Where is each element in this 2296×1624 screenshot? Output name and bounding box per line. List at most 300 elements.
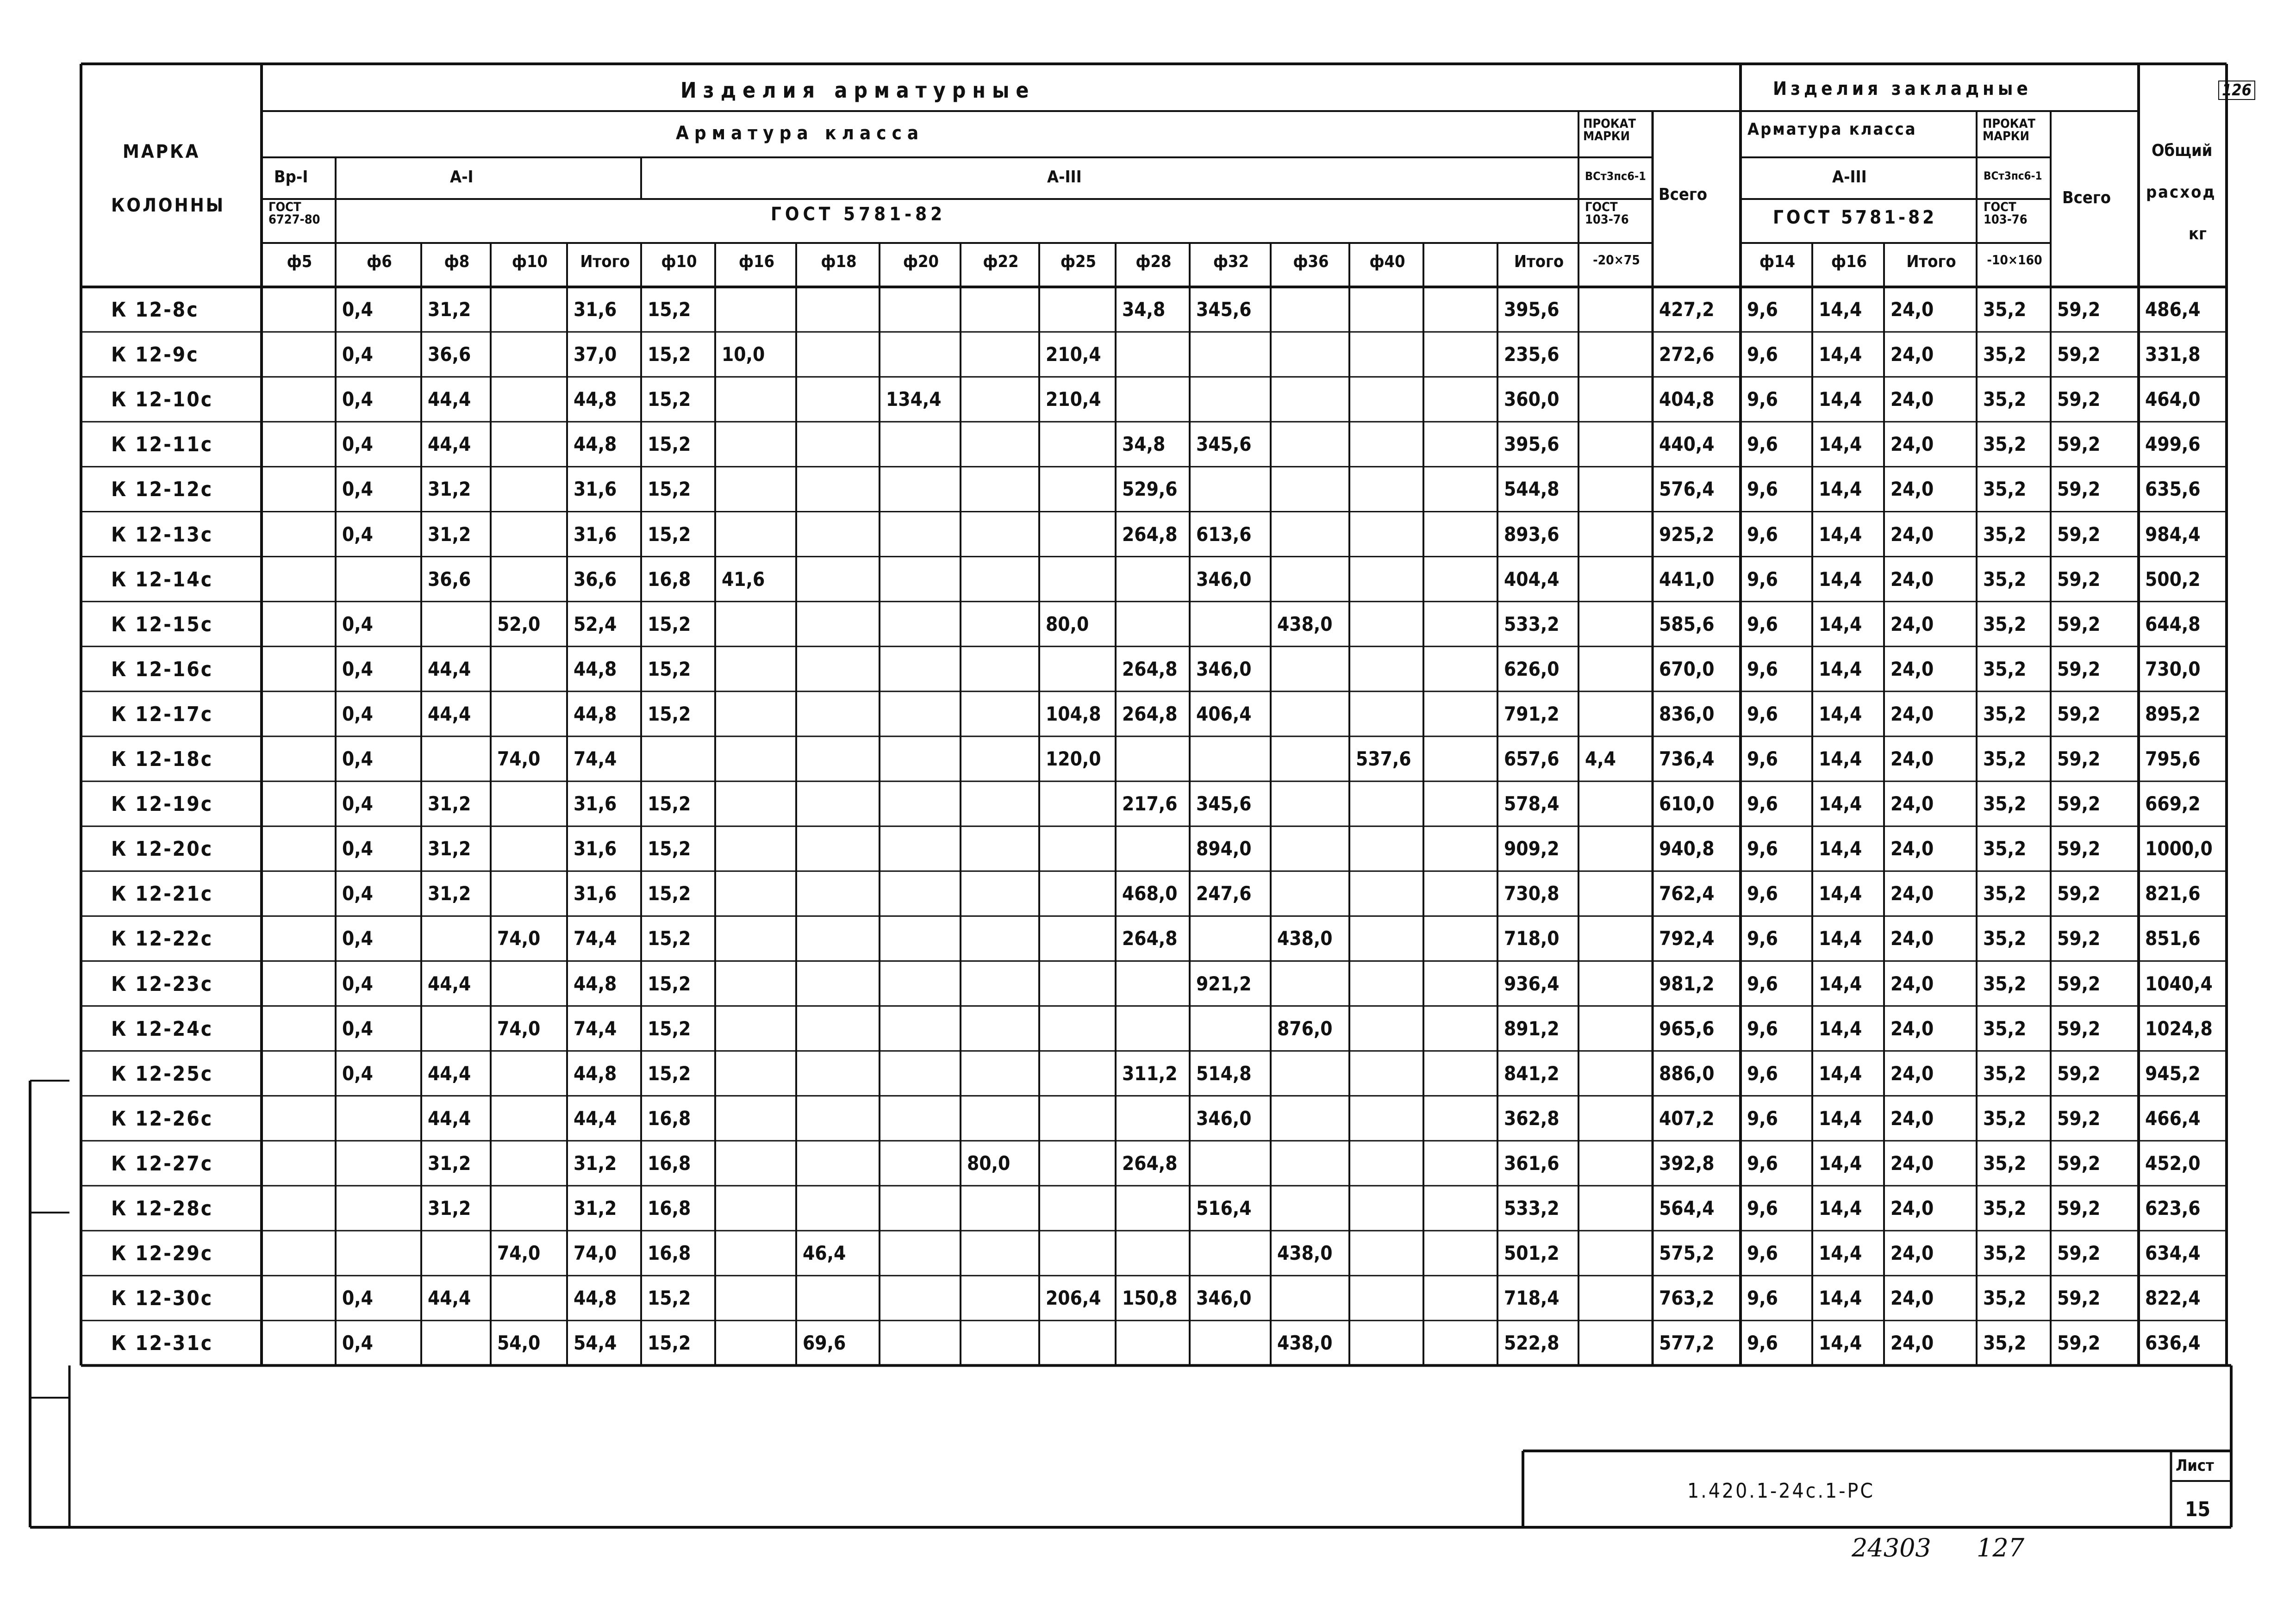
table-cell: 311,2 (1122, 1062, 1178, 1085)
table-cell: 15,2 (648, 657, 691, 680)
column-header: Итого (1906, 252, 1956, 271)
table-cell: 544,8 (1504, 478, 1560, 501)
table-cell: 74,0 (497, 747, 541, 770)
table-cell: 74,4 (574, 927, 617, 950)
table-cell: 74,0 (497, 927, 541, 950)
table-cell: 24,0 (1890, 972, 1934, 995)
table-cell: 264,8 (1122, 702, 1178, 725)
table-cell: 31,2 (428, 523, 471, 546)
sheet-label: Лист (2176, 1456, 2214, 1475)
column-header: ф6 (367, 252, 392, 271)
table-cell: 31,6 (574, 478, 617, 501)
vst-grade: ВСт3пс6-1 (1585, 169, 1646, 183)
table-cell: 264,8 (1122, 927, 1178, 950)
table-cell: 1040,4 (2145, 972, 2213, 995)
table-cell: 35,2 (1983, 657, 2027, 680)
table-cell: 59,2 (2057, 1287, 2101, 1310)
table-cell: 80,0 (967, 1151, 1011, 1175)
table-cell: 0,4 (342, 657, 373, 680)
table-cell: 24,0 (1890, 1017, 1934, 1040)
table-cell: 24,0 (1890, 1332, 1934, 1355)
table-cell: 44,8 (574, 657, 617, 680)
table-cell: 24,0 (1890, 1151, 1934, 1175)
table-cell: 24,0 (1890, 1197, 1934, 1220)
table-cell: 361,6 (1504, 1151, 1560, 1175)
column-mark: К 12-9с (111, 343, 199, 367)
column-mark: К 12-8с (111, 298, 199, 322)
table-cell: 895,2 (2145, 702, 2201, 725)
table-cell: 0,4 (342, 298, 373, 321)
table-cell: 670,0 (1659, 657, 1715, 680)
table-cell: 940,8 (1659, 837, 1715, 860)
table-cell: 16,8 (648, 1151, 691, 1175)
table-cell: 31,2 (428, 792, 471, 815)
table-cell: 438,0 (1277, 1332, 1333, 1355)
table-cell: 981,2 (1659, 972, 1715, 995)
column-header: ф28 (1136, 252, 1172, 271)
table-cell: 24,0 (1890, 433, 1934, 456)
column-mark: К 12-22с (111, 927, 213, 951)
table-cell: 730,8 (1504, 882, 1560, 905)
table-cell: 821,6 (2145, 882, 2201, 905)
column-header: ф10 (661, 252, 697, 271)
table-cell: 59,2 (2057, 882, 2101, 905)
table-cell: 31,2 (428, 298, 471, 321)
table-cell: 24,0 (1890, 837, 1934, 860)
table-cell: 362,8 (1504, 1107, 1560, 1130)
column-mark: К 12-30с (111, 1287, 213, 1311)
table-cell: 15,2 (648, 612, 691, 635)
table-cell: 438,0 (1277, 927, 1333, 950)
table-cell: 24,0 (1890, 343, 1934, 366)
table-cell: 9,6 (1747, 927, 1778, 950)
table-cell: 14,4 (1819, 567, 1862, 591)
table-cell: 15,2 (648, 433, 691, 456)
table-cell: 406,4 (1196, 702, 1252, 725)
table-cell: 14,4 (1819, 1332, 1862, 1355)
table-cell: 984,4 (2145, 523, 2201, 546)
column-header: ф5 (287, 252, 312, 271)
table-cell: 15,2 (648, 972, 691, 995)
table-cell: 59,2 (2057, 388, 2101, 411)
table-cell: 15,2 (648, 1017, 691, 1040)
table-cell: 925,2 (1659, 523, 1715, 546)
table-cell: 35,2 (1983, 837, 2027, 860)
table-cell: 407,2 (1659, 1107, 1715, 1130)
table-cell: 59,2 (2057, 747, 2101, 770)
table-cell: 15,2 (648, 1332, 691, 1355)
column-mark: К 12-28с (111, 1197, 213, 1220)
table-cell: 44,4 (428, 1107, 471, 1130)
table-cell: 59,2 (2057, 567, 2101, 591)
vsego-label: Всего (1659, 185, 1708, 204)
table-cell: 36,6 (574, 567, 617, 591)
table-cell: 427,2 (1659, 298, 1715, 321)
table-cell: 0,4 (342, 1332, 373, 1355)
column-mark: К 12-17с (111, 702, 213, 726)
table-cell: 346,0 (1196, 1107, 1252, 1130)
table-cell: 35,2 (1983, 1151, 2027, 1175)
table-cell: 35,2 (1983, 747, 2027, 770)
table-cell: 24,0 (1890, 612, 1934, 635)
table-cell: 635,6 (2145, 478, 2201, 501)
table-cell: 74,0 (497, 1017, 541, 1040)
table-cell: 35,2 (1983, 523, 2027, 546)
table-cell: 59,2 (2057, 792, 2101, 815)
column-header: ф25 (1060, 252, 1097, 271)
table-cell: 404,8 (1659, 388, 1715, 411)
table-cell: 52,4 (574, 612, 617, 635)
table-cell: 35,2 (1983, 388, 2027, 411)
table-cell: 59,2 (2057, 433, 2101, 456)
column-header: ф10 (512, 252, 548, 271)
table-cell: 822,4 (2145, 1287, 2201, 1310)
table-cell: 59,2 (2057, 298, 2101, 321)
table-cell: 35,2 (1983, 927, 2027, 950)
armatura-klassa: Арматура класса (676, 123, 924, 144)
table-cell: 0,4 (342, 1287, 373, 1310)
table-cell: 634,4 (2145, 1242, 2201, 1265)
total-label-3: кг (2189, 224, 2207, 243)
table-cell: 945,2 (2145, 1062, 2201, 1085)
table-cell: 15,2 (648, 478, 691, 501)
table-cell: 841,2 (1504, 1062, 1560, 1085)
table-cell: 537,6 (1356, 747, 1411, 770)
table-cell: 35,2 (1983, 298, 2027, 321)
document-code: 1.420.1-24с.1-РС (1687, 1479, 1875, 1503)
column-mark: К 12-16с (111, 657, 213, 681)
vr-class: Вр-I (274, 168, 308, 187)
table-cell: 4,4 (1585, 747, 1616, 770)
table-cell: 44,8 (574, 972, 617, 995)
table-cell: 610,0 (1659, 792, 1715, 815)
table-cell: 15,2 (648, 523, 691, 546)
table-cell: 31,2 (428, 478, 471, 501)
table-cell: 345,6 (1196, 298, 1252, 321)
table-cell: 14,4 (1819, 1242, 1862, 1265)
column-header: ф40 (1369, 252, 1405, 271)
table-cell: 730,0 (2145, 657, 2201, 680)
table-cell: 876,0 (1277, 1017, 1333, 1040)
table-cell: 9,6 (1747, 612, 1778, 635)
table-cell: 644,8 (2145, 612, 2201, 635)
table-cell: 9,6 (1747, 298, 1778, 321)
column-header: ф32 (1213, 252, 1249, 271)
table-cell: 210,4 (1046, 343, 1101, 366)
table-cell: 46,4 (803, 1242, 846, 1265)
table-cell: 395,6 (1504, 433, 1560, 456)
table-cell: 59,2 (2057, 657, 2101, 680)
total-label-1: Общий (2152, 141, 2213, 160)
table-cell: 15,2 (648, 1062, 691, 1085)
table-cell: 10,0 (722, 343, 765, 366)
table-cell: 24,0 (1890, 927, 1934, 950)
table-cell: 35,2 (1983, 882, 2027, 905)
column-header: ф22 (983, 252, 1019, 271)
handwritten-number-right: 127 (1977, 1533, 2025, 1562)
table-cell: 35,2 (1983, 792, 2027, 815)
table-cell: 718,4 (1504, 1287, 1560, 1310)
table-cell: 522,8 (1504, 1332, 1560, 1355)
table-cell: 34,8 (1122, 298, 1166, 321)
table-cell: 44,4 (428, 702, 471, 725)
table-cell: 37,0 (574, 343, 617, 366)
table-cell: 0,4 (342, 523, 373, 546)
column-mark: К 12-10с (111, 388, 213, 412)
table-cell: 9,6 (1747, 882, 1778, 905)
table-cell: 44,4 (428, 388, 471, 411)
table-cell: 44,8 (574, 433, 617, 456)
table-cell: 59,2 (2057, 612, 2101, 635)
table-cell: 9,6 (1747, 837, 1778, 860)
table-cell: 14,4 (1819, 1062, 1862, 1085)
table-cell: 35,2 (1983, 1242, 2027, 1265)
table-cell: 0,4 (342, 837, 373, 860)
table-cell: 24,0 (1890, 1107, 1934, 1130)
table-cell: 14,4 (1819, 433, 1862, 456)
table-cell: 626,0 (1504, 657, 1560, 680)
table-cell: 9,6 (1747, 1332, 1778, 1355)
table-cell: 9,6 (1747, 1017, 1778, 1040)
gost-main: ГОСТ 5781-82 (771, 204, 946, 225)
table-cell: 921,2 (1196, 972, 1252, 995)
table-cell: 795,6 (2145, 747, 2201, 770)
table-cell: 438,0 (1277, 612, 1333, 635)
table-cell: 36,6 (428, 567, 471, 591)
table-cell: 613,6 (1196, 523, 1252, 546)
table-cell: 35,2 (1983, 972, 2027, 995)
table-cell: 500,2 (2145, 567, 2201, 591)
table-cell: 331,8 (2145, 343, 2201, 366)
table-cell: 9,6 (1747, 747, 1778, 770)
column-mark: К 12-12с (111, 478, 213, 502)
column-mark: К 12-14с (111, 567, 213, 591)
table-cell: 24,0 (1890, 478, 1934, 501)
table-cell: 24,0 (1890, 388, 1934, 411)
table-cell: 585,6 (1659, 612, 1715, 635)
table-cell: 24,0 (1890, 882, 1934, 905)
table-cell: 0,4 (342, 343, 373, 366)
table-cell: 34,8 (1122, 433, 1166, 456)
table-cell: 150,8 (1122, 1287, 1178, 1310)
table-cell: 24,0 (1890, 567, 1934, 591)
table-cell: 59,2 (2057, 1242, 2101, 1265)
table-cell: 59,2 (2057, 1332, 2101, 1355)
table-cell: 891,2 (1504, 1017, 1560, 1040)
table-cell: 44,4 (428, 1287, 471, 1310)
table-cell: 59,2 (2057, 1151, 2101, 1175)
table-cell: 886,0 (1659, 1062, 1715, 1085)
table-cell: 217,6 (1122, 792, 1178, 815)
table-cell: 31,2 (428, 1197, 471, 1220)
table-cell: 272,6 (1659, 343, 1715, 366)
table-cell: 54,4 (574, 1332, 617, 1355)
table-cell: 0,4 (342, 747, 373, 770)
table-cell: 360,0 (1504, 388, 1560, 411)
table-cell: 15,2 (648, 837, 691, 860)
table-cell: 14,4 (1819, 837, 1862, 860)
sheet-number: 15 (2185, 1498, 2211, 1521)
table-cell: 35,2 (1983, 1017, 2027, 1040)
table-cell: 74,4 (574, 747, 617, 770)
table-cell: 74,0 (497, 1242, 541, 1265)
table-cell: 9,6 (1747, 972, 1778, 995)
table-cell: 35,2 (1983, 343, 2027, 366)
column-mark: К 12-24с (111, 1017, 213, 1041)
table-cell: 392,8 (1659, 1151, 1715, 1175)
table-cell: 14,4 (1819, 343, 1862, 366)
table-cell: 438,0 (1277, 1242, 1333, 1265)
column-header: ф16 (738, 252, 775, 271)
table-cell: 0,4 (342, 1062, 373, 1085)
column-mark: К 12-23с (111, 972, 213, 996)
table-cell: 0,4 (342, 702, 373, 725)
table-cell: 59,2 (2057, 837, 2101, 860)
table-cell: 59,2 (2057, 1107, 2101, 1130)
table-cell: 31,2 (428, 1151, 471, 1175)
table-cell: 9,6 (1747, 478, 1778, 501)
table-cell: 14,4 (1819, 1287, 1862, 1310)
table-cell: 14,4 (1819, 927, 1862, 950)
table-cell: 59,2 (2057, 972, 2101, 995)
table-cell: 15,2 (648, 388, 691, 411)
table-cell: 718,0 (1504, 927, 1560, 950)
table-cell: 9,6 (1747, 433, 1778, 456)
table-cell: 669,2 (2145, 792, 2201, 815)
table-cell: 44,8 (574, 388, 617, 411)
table-cell: 59,2 (2057, 927, 2101, 950)
column-mark: К 12-31с (111, 1332, 213, 1356)
table-cell: 9,6 (1747, 657, 1778, 680)
column-header: ф18 (821, 252, 857, 271)
table-cell: 31,6 (574, 792, 617, 815)
marka-label-2: КОЛОННЫ (111, 195, 225, 216)
corner-page-number: 126 (2218, 81, 2255, 100)
table-cell: 134,4 (886, 388, 942, 411)
column-header: ф8 (444, 252, 470, 271)
table-cell: 69,6 (803, 1332, 846, 1355)
table-cell: 623,6 (2145, 1197, 2201, 1220)
table-cell: 1024,8 (2145, 1017, 2213, 1040)
table-cell: 792,4 (1659, 927, 1715, 950)
table-cell: 41,6 (722, 567, 765, 591)
column-mark: К 12-20с (111, 837, 213, 861)
table-cell: 657,6 (1504, 747, 1560, 770)
table-cell: 54,0 (497, 1332, 541, 1355)
table-cell: 736,4 (1659, 747, 1715, 770)
table-cell: 14,4 (1819, 612, 1862, 635)
gost-prokat: ГОСТ 103-76 (1585, 200, 1629, 227)
table-cell: 24,0 (1890, 1287, 1934, 1310)
table-cell: 31,2 (574, 1197, 617, 1220)
table-cell: 1000,0 (2145, 837, 2213, 860)
table-cell: 345,6 (1196, 433, 1252, 456)
table-cell: 936,4 (1504, 972, 1560, 995)
table-cell: 74,0 (574, 1242, 617, 1265)
table-cell: 31,6 (574, 837, 617, 860)
table-cell: 59,2 (2057, 343, 2101, 366)
table-cell: 14,4 (1819, 1151, 1862, 1175)
table-cell: 578,4 (1504, 792, 1560, 815)
table-cell: 15,2 (648, 927, 691, 950)
z-vsego-label: Всего (2062, 188, 2111, 207)
table-cell: 14,4 (1819, 1017, 1862, 1040)
table-cell: 206,4 (1046, 1287, 1101, 1310)
table-cell: 31,2 (574, 1151, 617, 1175)
table-cell: 9,6 (1747, 343, 1778, 366)
a1-class: А-I (450, 168, 474, 187)
table-cell: 791,2 (1504, 702, 1560, 725)
table-cell: 14,4 (1819, 388, 1862, 411)
table-cell: 14,4 (1819, 792, 1862, 815)
table-cell: 31,6 (574, 523, 617, 546)
column-mark: К 12-25с (111, 1062, 213, 1086)
table-cell: 346,0 (1196, 657, 1252, 680)
column-mark: К 12-21с (111, 882, 213, 906)
table-cell: 636,4 (2145, 1332, 2201, 1355)
table-cell: 894,0 (1196, 837, 1252, 860)
table-cell: 468,0 (1122, 882, 1178, 905)
table-cell: 965,6 (1659, 1017, 1715, 1040)
column-mark: К 12-18с (111, 747, 213, 771)
table-cell: 44,8 (574, 702, 617, 725)
table-cell: 14,4 (1819, 972, 1862, 995)
handwritten-number-left: 24303 (1852, 1533, 1931, 1562)
table-cell: 35,2 (1983, 1332, 2027, 1355)
table-cell: 24,0 (1890, 1242, 1934, 1265)
table-cell: 0,4 (342, 433, 373, 456)
column-mark: К 12-11с (111, 433, 213, 457)
table-cell: 235,6 (1504, 343, 1560, 366)
table-cell: 0,4 (342, 882, 373, 905)
table-cell: 31,6 (574, 882, 617, 905)
table-cell: 499,6 (2145, 433, 2201, 456)
column-mark: К 12-13с (111, 523, 213, 547)
table-cell: 24,0 (1890, 792, 1934, 815)
column-header: Итого (580, 252, 630, 271)
table-cell: 441,0 (1659, 567, 1715, 591)
table-cell: 44,4 (428, 657, 471, 680)
table-cell: 14,4 (1819, 747, 1862, 770)
table-cell: 763,2 (1659, 1287, 1715, 1310)
table-cell: 24,0 (1890, 298, 1934, 321)
table-cell: 24,0 (1890, 523, 1934, 546)
table-cell: 16,8 (648, 1107, 691, 1130)
table-cell: 9,6 (1747, 702, 1778, 725)
a3-class: А-III (1047, 168, 1082, 187)
table-cell: 24,0 (1890, 747, 1934, 770)
column-mark: К 12-29с (111, 1242, 213, 1266)
column-header: ф14 (1759, 252, 1796, 271)
table-cell: 0,4 (342, 927, 373, 950)
table-cell: 9,6 (1747, 1151, 1778, 1175)
table-cell: 501,2 (1504, 1242, 1560, 1265)
table-cell: 14,4 (1819, 1107, 1862, 1130)
table-cell: 52,0 (497, 612, 541, 635)
column-mark: К 12-19с (111, 792, 213, 816)
z-armatura-klassa: Арматура класса (1747, 120, 1917, 139)
table-cell: 516,4 (1196, 1197, 1252, 1220)
table-cell: 14,4 (1819, 523, 1862, 546)
table-cell: 74,4 (574, 1017, 617, 1040)
table-cell: 0,4 (342, 972, 373, 995)
table-cell: 564,4 (1659, 1197, 1715, 1220)
table-cell: 514,8 (1196, 1062, 1252, 1085)
column-header: ф36 (1293, 252, 1329, 271)
table-cell: 24,0 (1890, 702, 1934, 725)
table-cell: 909,2 (1504, 837, 1560, 860)
table-cell: 44,4 (428, 972, 471, 995)
